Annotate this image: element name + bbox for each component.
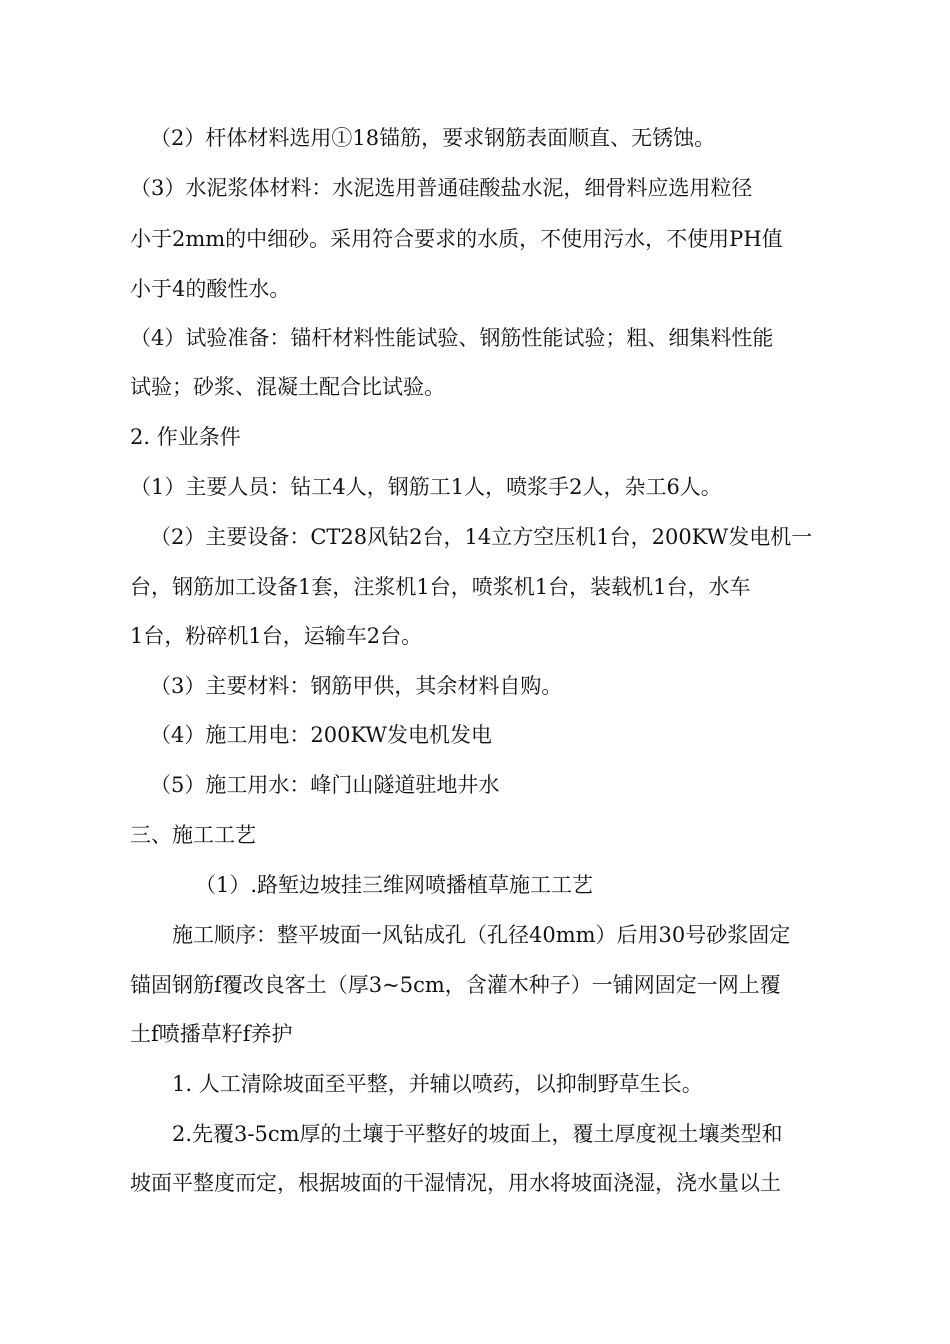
- text-line: （3）水泥浆体材料：水泥选用普通硅酸盐水泥，细骨料应选用粒径: [130, 176, 753, 200]
- text-line: 锚固钢筋f覆改良客土（厚3~5cm，含灌木种子）一铺网固定一网上覆: [130, 973, 781, 997]
- text-line: （5）施工用水：峰门山隧道驻地井水: [150, 773, 500, 797]
- text-line: 1台，粉碎机1台，运输车2台。: [130, 624, 423, 648]
- text-line: （3）主要材料：钢筋甲供，其余材料自购。: [150, 674, 563, 698]
- text-line: （2）杆体材料选用①18锚筋，要求钢筋表面顺直、无锈蚀。: [150, 126, 716, 150]
- text-line: （4）施工用电：200KW发电机发电: [150, 723, 492, 747]
- text-line: 1. 人工清除坡面至平整，并辅以喷药，以抑制野草生长。: [172, 1072, 703, 1096]
- section-heading: 2. 作业条件: [130, 425, 241, 449]
- subsection-heading: （1）.路堑边坡挂三维网喷播植草施工工艺: [195, 873, 594, 897]
- text-line: 试验；砂浆、混凝土配合比试验。: [130, 375, 445, 399]
- text-line: 台，钢筋加工设备1套，注浆机1台，喷浆机1台，装载机1台，水车: [130, 575, 751, 599]
- text-line: 2.先覆3-5cm厚的土壤于平整好的坡面上，覆土厚度视土壤类型和: [172, 1122, 783, 1146]
- text-line: （2）主要设备：CT28风钻2台，14立方空压机1台，200KW发电机一: [150, 525, 813, 549]
- text-line: （4）试验准备：锚杆材料性能试验、钢筋性能试验；粗、细集料性能: [130, 326, 774, 350]
- text-line: 小于2mm的中细砂。采用符合要求的水质，不使用污水，不使用PH值: [130, 227, 783, 251]
- text-line: （1）主要人员：钻工4人，钢筋工1人，喷浆手2人，杂工6人。: [130, 475, 722, 499]
- text-line: 施工顺序：整平坡面一风钻成孔（孔径40mm）后用30号砂浆固定: [172, 923, 791, 947]
- text-line: 土f喷播草籽f养护: [130, 1022, 293, 1046]
- text-line: 小于4的酸性水。: [130, 277, 291, 301]
- text-line: 坡面平整度而定，根据坡面的干湿情况，用水将坡面浇湿，浇水量以土: [130, 1171, 781, 1195]
- section-heading: 三、施工工艺: [130, 823, 256, 847]
